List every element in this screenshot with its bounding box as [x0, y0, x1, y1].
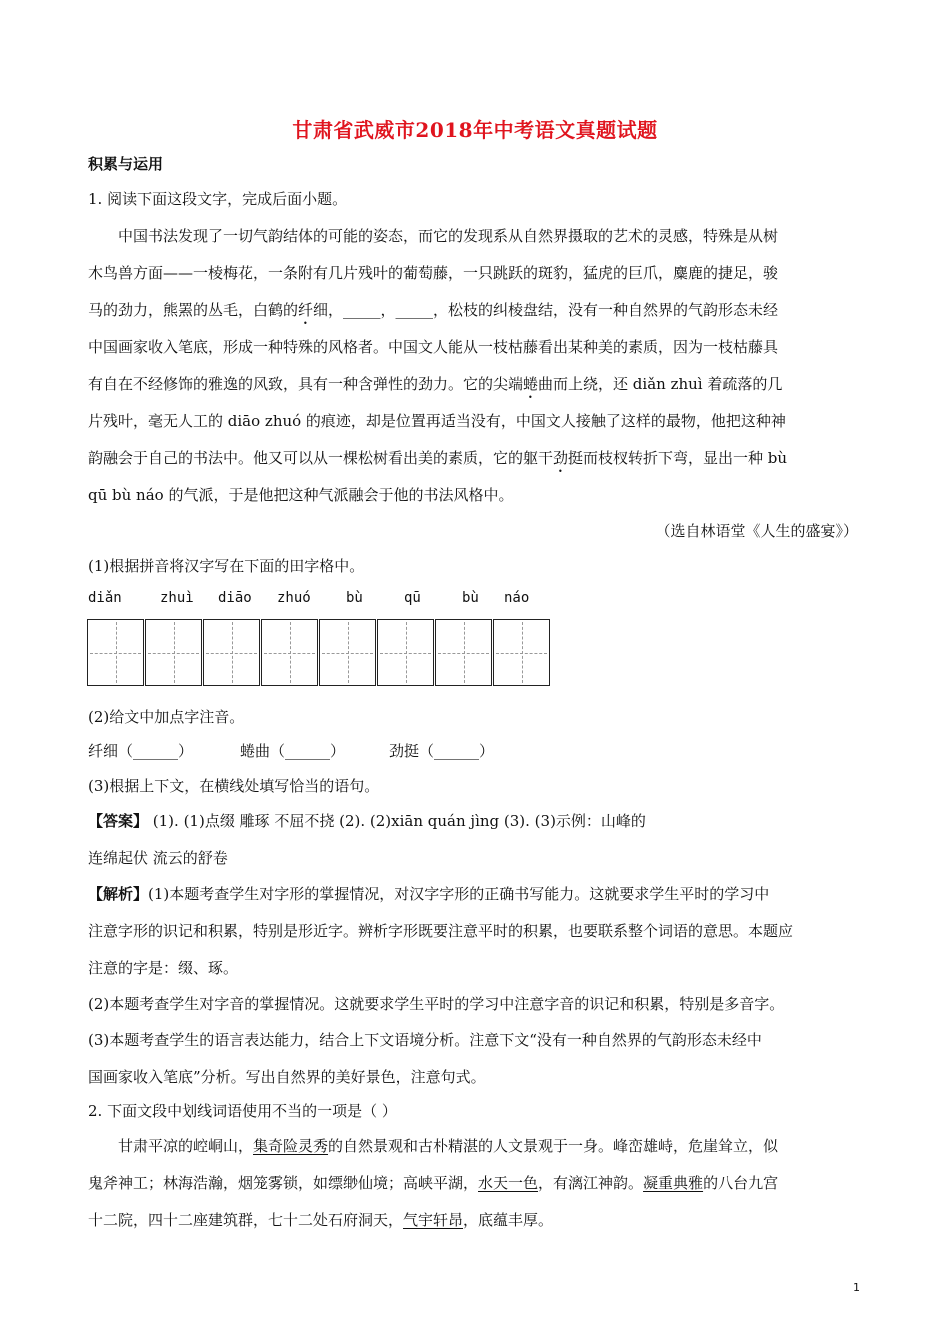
- pinyin-label: bù: [346, 590, 363, 606]
- text-fragment: 的八台九宫: [703, 1174, 779, 1192]
- tianzige-cell[interactable]: [377, 619, 434, 686]
- underlined-phrase: 气宇轩昂: [403, 1211, 464, 1229]
- pinyin-blank-item: 纤细（______）: [88, 742, 194, 760]
- pinyin-label: qū: [404, 590, 421, 606]
- analysis-label: 【解析】: [88, 885, 149, 903]
- text-fragment: 细，_____，_____，松枝的纠棱盘结，没有一种自然界的气韵形态未经: [313, 301, 779, 319]
- analysis-line-4: (2)本题考查学生对字音的掌握情况。这就要求学生平时的学习中注意字音的识记和积累，特别是多音字。: [88, 995, 785, 1013]
- passage-line-4: 中国画家收入笔底，形成一种特殊的风格者。中国文人能从一枝枯藤看出某种美的素质，因为一枝枯藤具: [88, 338, 779, 356]
- q2-passage-line-1: [118, 1136, 778, 1156]
- passage-line-6: 片残叶，毫无人工的 diāo zhuó 的痕迹，却是位置再适当没有，中国文人接触了这样的最物，他把这种神: [88, 412, 786, 430]
- text-fragment: 曲而上绕，还 diǎn zhuì 着疏落的几: [538, 375, 783, 393]
- tianzige-cell[interactable]: [261, 619, 318, 686]
- pinyin-label: zhuì: [160, 590, 194, 606]
- analysis-line-5: (3)本题考查学生的语言表达能力，结合上下文语境分析。注意下文“没有一种自然界的气韵形态未经中: [88, 1031, 762, 1049]
- pinyin-label: diǎn: [88, 590, 122, 606]
- analysis-line-6: 国画家收入笔底”分析。写出自然界的美好景色，注意句式。: [88, 1068, 486, 1086]
- dotted-char: 蜷: [523, 375, 539, 393]
- page-number: 1: [853, 1281, 860, 1294]
- passage-line-3: [88, 300, 778, 328]
- underlined-phrase: 集奇险灵秀: [253, 1137, 329, 1155]
- pinyin-blank-item: 劲挺（______）: [389, 742, 495, 760]
- underlined-phrase: 凝重典雅: [643, 1174, 704, 1192]
- pinyin-label: zhuó: [277, 590, 311, 606]
- pinyin-label: diāo: [218, 590, 252, 606]
- answer-line-2: 连绵起伏 流云的舒卷: [88, 849, 228, 867]
- passage-line-7: [88, 448, 787, 476]
- question-2-stem: 2. 下面文段中划线词语使用不当的一项是（ ）: [88, 1102, 397, 1120]
- passage-line-8: qū bù náo 的气派，于是他把这种气派融会于他的书法风格中。: [88, 486, 514, 504]
- text-fragment: ，有漓江神韵。: [538, 1174, 644, 1192]
- text-fragment: 鬼斧神工；林海浩瀚，烟笼雾锁，如缥缈仙境；高峡平湖，: [88, 1174, 479, 1192]
- page-title: 甘肃省武威市2018年中考语文真题试题: [292, 118, 658, 142]
- q2-passage-line-2: [88, 1173, 778, 1193]
- analysis-line-3: 注意的字是：缀、琢。: [88, 959, 239, 977]
- sub-question-1: (1)根据拼音将汉字写在下面的田字格中。: [88, 557, 365, 575]
- tianzige-cell[interactable]: [493, 619, 550, 686]
- passage-line-2: 木鸟兽方面——一棱梅花，一条附有几片残叶的葡萄藤，一只跳跃的斑豹，猛虎的巨爪，麋鹿的捷足，骏: [88, 264, 779, 282]
- analysis-text: (1)本题考查学生对字形的掌握情况，对汉字字形的正确书写能力。这就要求学生平时的学习中: [148, 885, 770, 903]
- dotted-char: 劲: [553, 449, 569, 467]
- tianzige-grid: [87, 619, 551, 687]
- underlined-phrase: 水天一色: [478, 1174, 539, 1192]
- question-1-stem: 1. 阅读下面这段文字，完成后面小题。: [88, 190, 348, 208]
- sub-question-3: (3)根据上下文，在横线处填写恰当的语句。: [88, 777, 380, 795]
- text-fragment: 甘肃平凉的崆峒山，: [118, 1137, 254, 1155]
- pinyin-label: náo: [504, 590, 530, 606]
- tianzige-cell[interactable]: [87, 619, 144, 686]
- pinyin-blank-item: 蜷曲（______）: [240, 742, 346, 760]
- answer-text: (1). (1)点缀 雕琢 不屈不挠 (2). (2)xiān quán jìng (3). (3)示例：山峰的: [148, 812, 646, 830]
- text-fragment: 挺而枝杈转折下弯，显出一种 bù: [568, 449, 788, 467]
- sub-question-2: (2)给文中加点字注音。: [88, 708, 245, 726]
- answer-label: 【答案】: [88, 812, 149, 830]
- answer-line-1: [88, 811, 646, 831]
- tianzige-cell[interactable]: [319, 619, 376, 686]
- passage-line-1: 中国书法发现了一切气韵结体的可能的姿态，而它的发现系从自然界摄取的艺术的灵感，特殊是从树: [118, 227, 779, 245]
- analysis-line-2: 注意字形的识记和积累，特别是形近字。辨析字形既要注意平时的积累，也要联系整个词语的意思。本题应: [88, 922, 794, 940]
- text-fragment: 韵融会于自己的书法中。他又可以从一棵松树看出美的素质，它的躯干: [88, 449, 554, 467]
- dotted-char: 纤: [298, 301, 314, 319]
- tianzige-cell[interactable]: [435, 619, 492, 686]
- text-fragment: 十二院，四十二座建筑群，七十二处石府洞天，: [88, 1211, 404, 1229]
- pinyin-label: bù: [462, 590, 479, 606]
- passage-source: （选自林语堂《人生的盛宴》）: [655, 522, 858, 540]
- q2-passage-line-3: [88, 1210, 553, 1230]
- section-heading: 积累与运用: [88, 155, 164, 173]
- text-fragment: 有自在不经修饰的雅逸的风致，具有一种含弹性的劲力。它的尖端: [88, 375, 524, 393]
- text-fragment: 的自然景观和古朴精湛的人文景观于一身。峰峦雄峙，危崖耸立，似: [328, 1137, 779, 1155]
- text-fragment: 马的劲力，熊罴的丛毛，白鹤的: [88, 301, 299, 319]
- passage-line-5: [88, 374, 782, 402]
- text-fragment: ，底蕴丰厚。: [463, 1211, 554, 1229]
- analysis-line-1: [88, 884, 769, 904]
- tianzige-cell[interactable]: [203, 619, 260, 686]
- tianzige-cell[interactable]: [145, 619, 202, 686]
